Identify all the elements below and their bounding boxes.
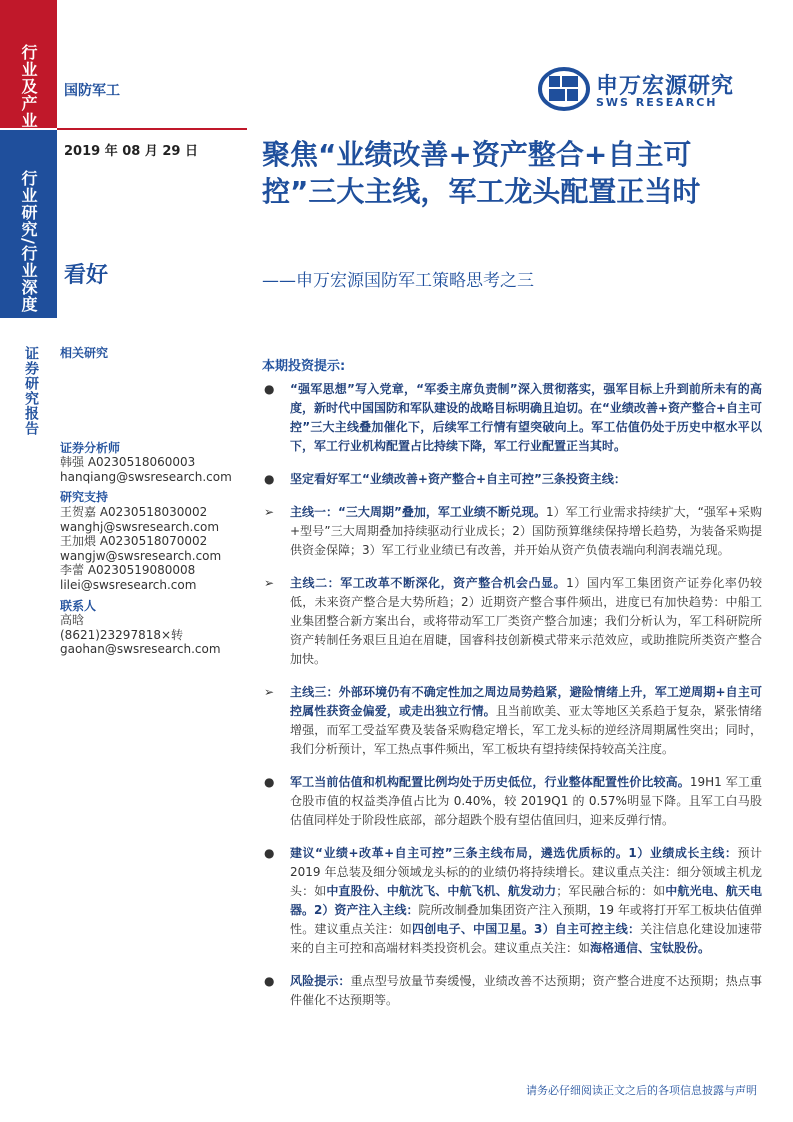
bullet-icon: ● <box>264 775 275 789</box>
summary-text: 19H1 军工重仓股市值的权益类净值占比为 0.40%，较 2019Q1 的 0.57%明显下降。且军工白马股估值同样处于阶段性底部，部分超跌个股有望估值回归，迎来反弹行情。 <box>290 775 762 827</box>
summary-item <box>262 773 762 830</box>
summary-item <box>262 574 762 669</box>
support-line: 王加煨 A0230518070002 <box>60 534 208 549</box>
bullet-icon: ● <box>264 472 275 486</box>
disclaimer-footer: 请务必仔细阅读正文之后的各项信息披露与声明 <box>526 1084 757 1097</box>
report-title: 聚焦“业绩改善+资产整合+自主可控”三大主线，军工龙头配置正当时 <box>262 138 701 208</box>
summary-text: 1）国内军工集团资产证券化率仍较低，未来资产整合是大势所趋；2）近期资产整合事件频出，进度已有加快趋势：中船工业集团整合新方案出台，或将带动军工厂类资产整合加速；我们分析认为，军工科研院所资产转制任务艰巨且迫在眉睫，国睿科技创新模式带来示范效应，或助推院所类资产整合加快。 <box>290 576 762 666</box>
summary-text-bold: 风险提示： <box>290 974 351 988</box>
summary-item <box>262 844 762 958</box>
summary-text-bold: 坚定看好军工“业绩改善+资产整合+自主可控”三条投资主线： <box>290 472 626 486</box>
summary-list <box>262 380 762 1010</box>
summary-text: 1）军工行业需求持续扩大，“强军+采购+型号”三大周期叠加持续驱动行业成长；2）国防预算继续保持增长趋势，为装备采购提供资金保障；3）军工行业业绩已有改善，并开始从资产负债表端向利润表端兑现。 <box>290 505 762 557</box>
summary-item <box>262 380 762 456</box>
support-line: 李蕾 A0230519080008 <box>60 563 196 578</box>
summary-text-bold: 四创电子、中国卫星。3）自主可控主线： <box>412 922 641 936</box>
summary-item <box>262 683 762 759</box>
summary-text-bold: 中直股份、中航沈飞、中航飞机、航发动力 <box>326 884 557 898</box>
summary-text: 院所改制叠加集团资产注入预期，19 年或将打开军工板块估值弹性。建议重点关注：如 <box>290 903 762 936</box>
summary-text: ；军民融合标的：如 <box>556 884 666 898</box>
analyst-heading: 证券分析师 <box>60 440 121 455</box>
summary-text-bold: 主线三：外部环境仍有不确定性加之周边局势趋紧，避险情绪上升，军工逆周期+自主可控属性获资金偏爱，或走出独立行情。 <box>290 685 762 718</box>
support-email: lilei@swsresearch.com <box>60 577 197 592</box>
brand-logo <box>538 66 750 112</box>
summary-text-bold: “强军思想”写入党章，“军委主席负责制”深入贯彻落实，强军目标上升到前所未有的高度，新时代中国国防和军队建设的战略目标明确且迫切。在“业绩改善+资产整合+自主可控”三大主线叠加催化下，后续军工行情有望突破向上。军工估值仍处于历史中枢水平以下，军工行业机构配置占比持续下降，军工行业配置正当其时。 <box>290 382 762 453</box>
analyst-line: 韩强 A0230518060003 <box>60 455 196 470</box>
sidebar-category-block <box>0 0 57 128</box>
logo-text-cn: 申万宏源研究 <box>596 74 735 99</box>
report-subtitle: ——申万宏源国防军工策略思考之三 <box>262 271 534 291</box>
summary-text-bold: 建议“业绩+改革+自主可控”三条主线布局，遴选优质标的。1）业绩成长主线： <box>290 846 738 860</box>
summary-text-bold: 军工当前估值和机构配置比例均处于历史低位，行业整体配置性价比较高。 <box>290 775 690 789</box>
industry-rating: 看好 <box>64 263 109 288</box>
summary-text: 且当前欧美、亚太等地区关系趋于复杂，紧张情绪增强，而军工受益军费及装备采购稳定增长，军工龙头标的逆经济周期属性突出；同时，我们分析预计，军工热点事件频出，军工板块有望持续保持较高关注度。 <box>290 704 762 756</box>
summary-text: 关注信息化建设加速带来的自主可控和高端材料类投资机会。建议重点关注：如 <box>290 922 762 955</box>
sws-logo-icon <box>538 66 590 112</box>
bullet-icon: ● <box>264 846 275 860</box>
summary-text-bold: 主线一：“三大周期”叠加，军工业绩不断兑现。 <box>290 505 546 519</box>
contact-email: gaohan@swsresearch.com <box>60 642 221 657</box>
contact-phone: (8621)23297818×转 <box>60 627 184 642</box>
left-info-column <box>60 346 250 657</box>
sidebar-report-type-label: 行业研究/行业深度 <box>19 170 38 313</box>
summary-heading: 本期投资提示: <box>262 359 346 374</box>
support-email: wanghj@swsresearch.com <box>60 519 220 534</box>
summary-text-bold: 中航光电、航天电器。2）资产注入主线： <box>290 884 762 917</box>
summary-text-bold: 主线二：军工改革不断深化，资产整合机会凸显。 <box>290 576 567 590</box>
summary-item <box>262 503 762 560</box>
bullet-icon: ● <box>264 382 275 396</box>
industry-label: 国防军工 <box>64 83 120 99</box>
research-support-heading: 研究支持 <box>60 490 109 505</box>
related-research-heading: 相关研究 <box>60 346 109 360</box>
summary-item <box>262 972 762 1010</box>
arrow-bullet-icon: ➢ <box>264 685 275 699</box>
header-divider <box>57 128 247 130</box>
logo-text-en: SWS RESEARCH <box>596 96 718 109</box>
support-email: wangjw@swsresearch.com <box>60 548 222 563</box>
support-line: 王贺嘉 A0230518030002 <box>60 504 208 519</box>
contact-heading: 联系人 <box>60 598 97 613</box>
summary-text: 重点型号放量节奏缓慢，业绩改善不达预期；资产整合进度不达预期；热点事件催化不达预期等。 <box>290 974 762 1007</box>
analyst-email: hanqiang@swsresearch.com <box>60 469 232 484</box>
sidebar-report-class-label: 证券研究报告 <box>23 346 39 436</box>
sidebar-category-label: 行业及产业 <box>19 44 38 129</box>
summary-text-bold: 海格通信、宝钛股份。 <box>590 941 711 955</box>
sidebar-report-type-block <box>0 130 57 318</box>
contact-name: 高晗 <box>60 613 85 628</box>
bullet-icon: ● <box>264 974 275 988</box>
report-date: 2019 年 08 月 29 日 <box>64 144 198 159</box>
summary-item <box>262 470 762 489</box>
arrow-bullet-icon: ➢ <box>264 505 275 519</box>
summary-text: 预计 2019 年总装及细分领域龙头标的的业绩仍将持续增长。建议重点关注：细分领域主机龙头：如 <box>290 846 762 898</box>
arrow-bullet-icon: ➢ <box>264 576 275 590</box>
